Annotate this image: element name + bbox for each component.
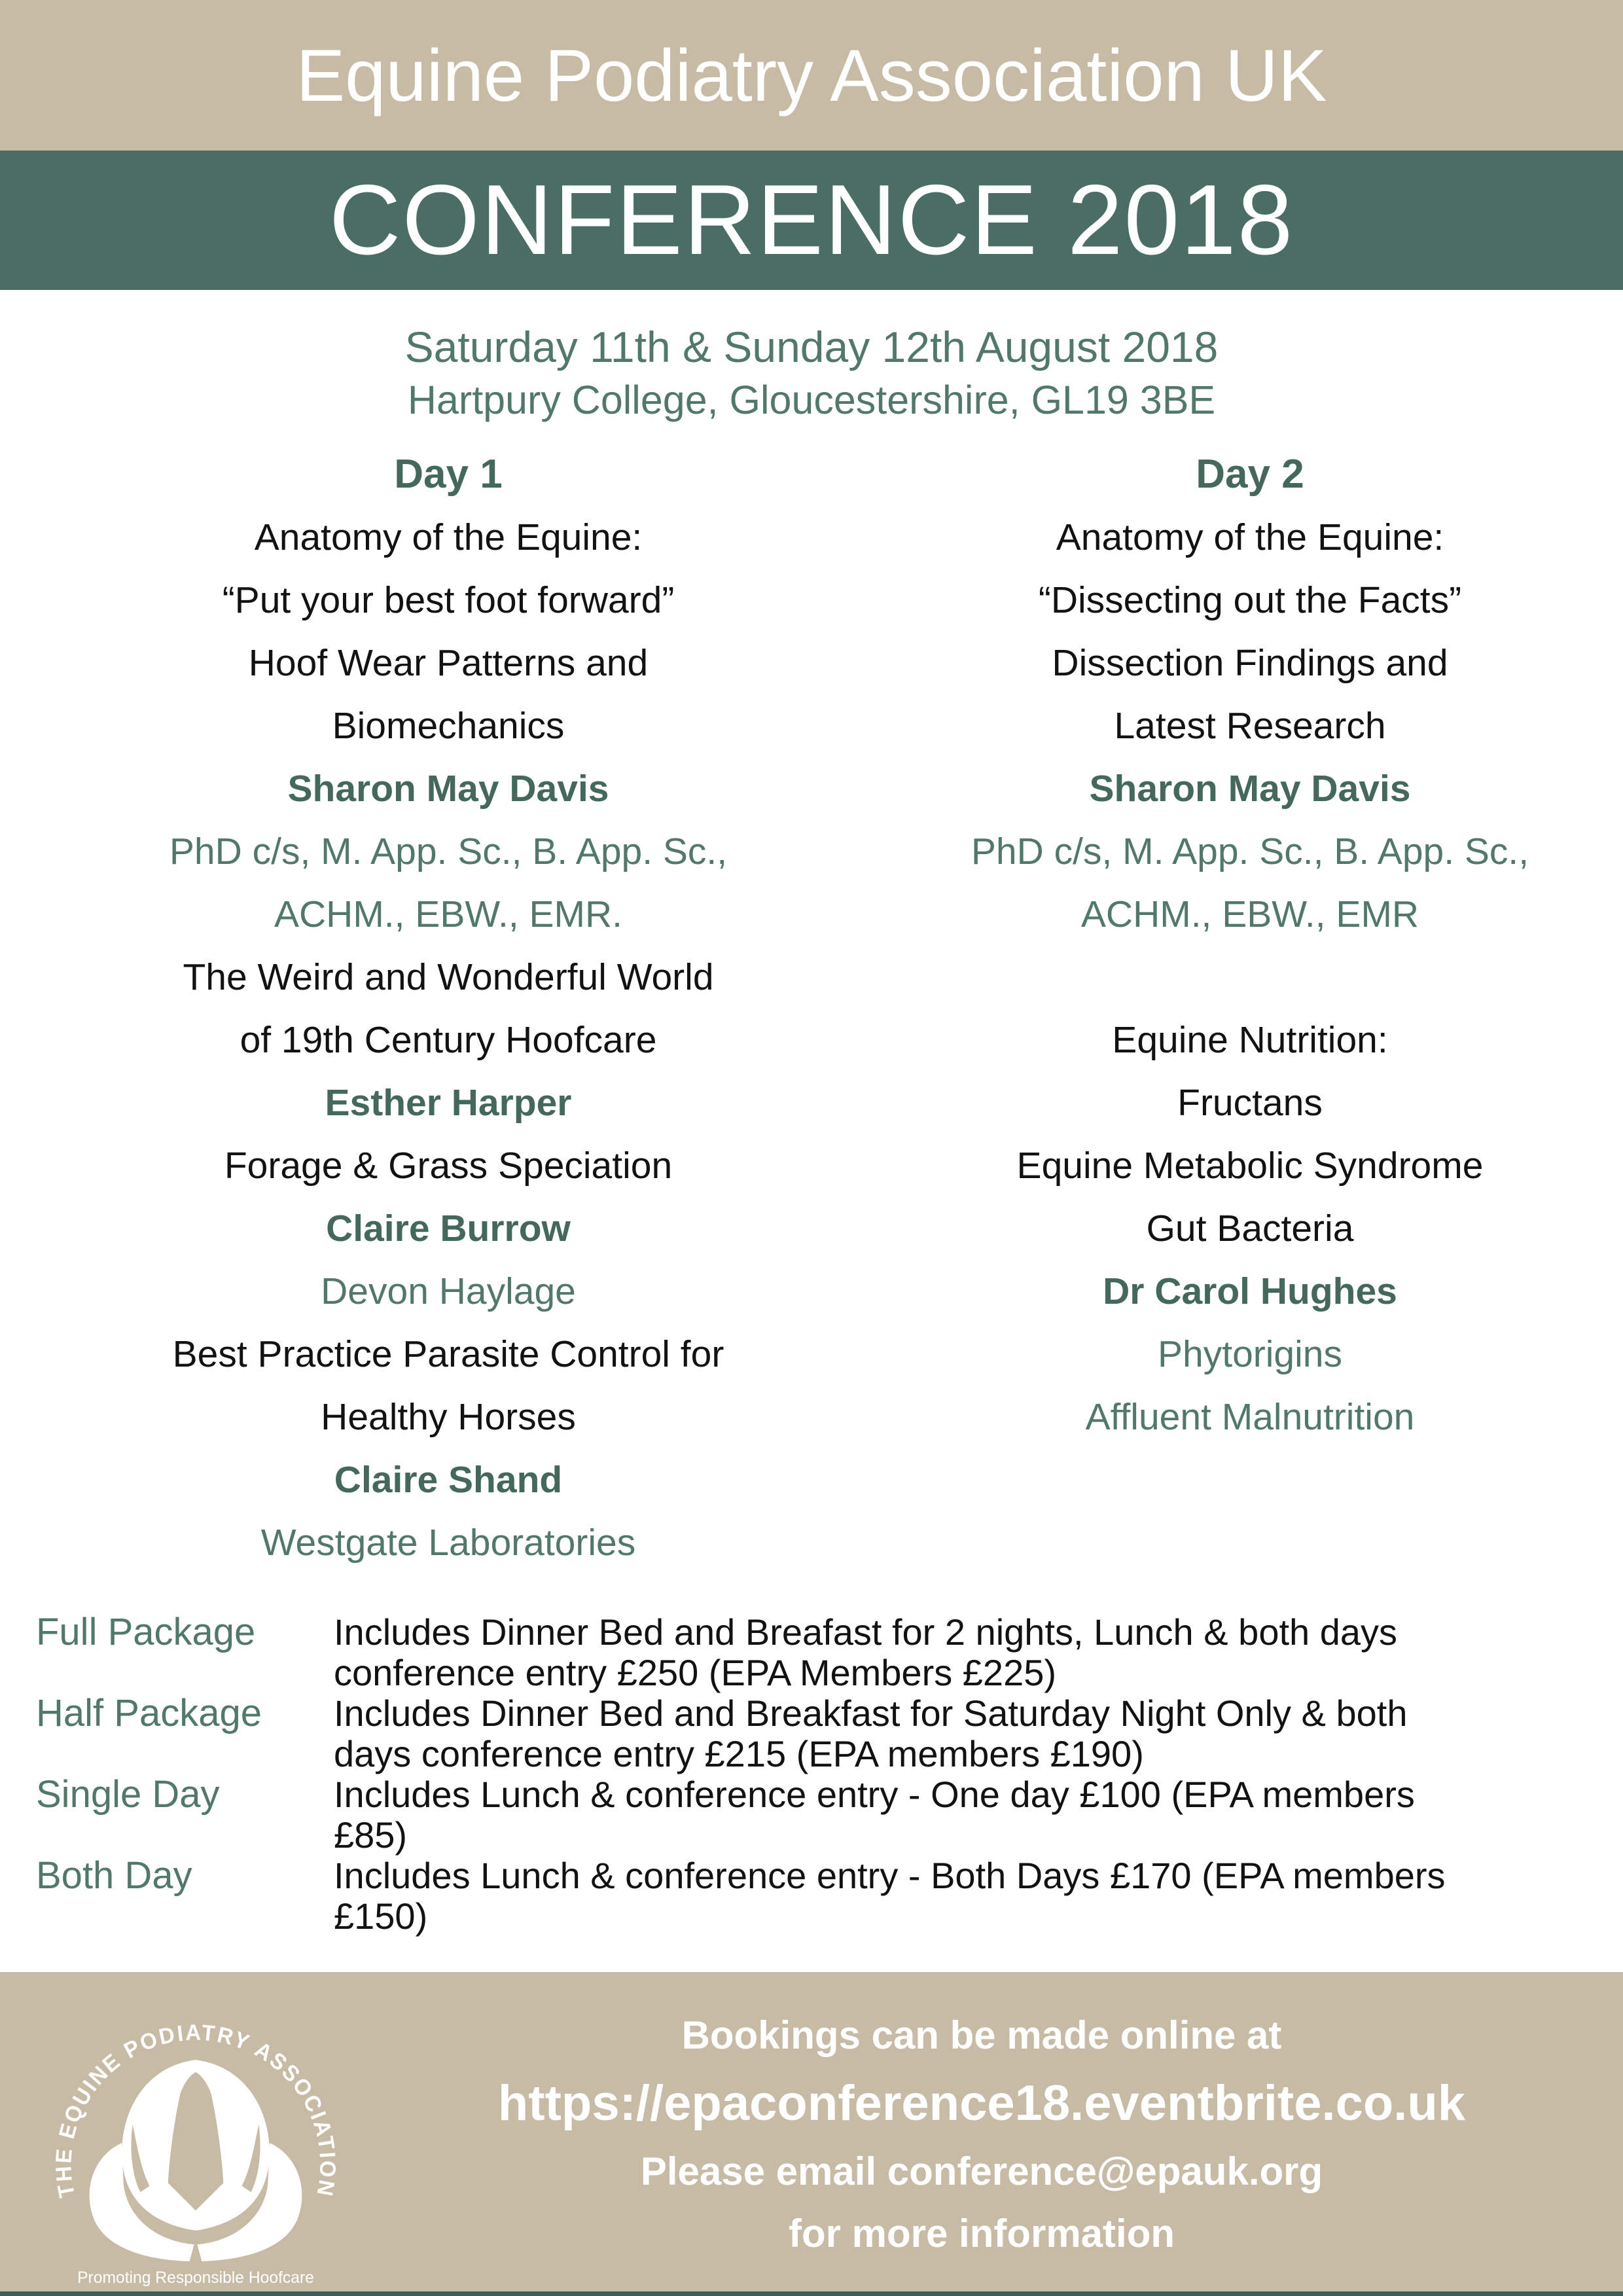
session-line: Phytorigins — [1158, 1333, 1342, 1375]
session-line: Healthy Horses — [321, 1396, 576, 1438]
footer-band — [0, 1972, 1623, 2296]
session-line: Anatomy of the Equine: — [254, 516, 643, 558]
speaker-name: Esther Harper — [325, 1082, 572, 1124]
package-label: Both Day — [36, 1854, 192, 1897]
day-title: Day 1 — [394, 452, 503, 497]
session-line: “Dissecting out the Facts” — [1038, 579, 1462, 621]
session-line: Equine Metabolic Syndrome — [1016, 1145, 1484, 1187]
day-lines — [883, 506, 1616, 1448]
logo-arc-text: THE EQUINE PODIATRY ASSOCIATION — [51, 2020, 340, 2200]
session-line: Dissection Findings and — [1052, 642, 1448, 684]
day-title: Day 2 — [1196, 452, 1304, 497]
package-row — [36, 1774, 1623, 1856]
session-line: Fructans — [1177, 1082, 1323, 1124]
booking-line: Bookings can be made online at — [681, 2013, 1282, 2057]
day-lines — [85, 506, 812, 1574]
session-line: Equine Nutrition: — [1112, 1019, 1388, 1061]
package-label: Half Package — [36, 1692, 262, 1734]
event-venue: Hartpury College, Gloucestershire, GL19 3BE — [407, 378, 1216, 422]
package-row — [36, 1612, 1623, 1693]
session-line: Westgate Laboratories — [260, 1522, 636, 1564]
session-line: The Weird and Wonderful World — [183, 956, 714, 998]
packages — [36, 1612, 1623, 1937]
schedule — [85, 443, 1623, 1574]
package-label: Full Package — [36, 1611, 256, 1653]
session-line: Forage & Grass Speciation — [224, 1145, 673, 1187]
package-description: Includes Lunch & conference entry - Both Days £170 (EPA members £150) — [334, 1855, 1446, 1937]
event-dates: Saturday 11th & Sunday 12th August 2018 — [404, 323, 1219, 371]
booking-url: https://epaconference18.eventbrite.co.uk — [497, 2075, 1466, 2131]
day1-column — [85, 443, 812, 1574]
session-line: Devon Haylage — [321, 1270, 576, 1312]
org-title: Equine Podiatry Association UK — [296, 34, 1327, 117]
info-line: for more information — [788, 2211, 1175, 2255]
footer-text — [366, 1972, 1623, 2296]
package-description: Includes Dinner Bed and Breakfast for Saturday Night Only & both days conference entry £215 (EPA members £190) — [334, 1693, 1408, 1774]
email-line: Please email conference@epauk.org — [640, 2149, 1323, 2193]
session-line: of 19th Century Hoofcare — [240, 1019, 657, 1061]
session-line: Latest Research — [1114, 705, 1386, 747]
package-row — [36, 1856, 1623, 1937]
session-line: “Put your best foot forward” — [222, 579, 675, 621]
session-line: Anatomy of the Equine: — [1056, 516, 1444, 558]
session-line: Gut Bacteria — [1146, 1208, 1354, 1249]
conference-title: CONFERENCE 2018 — [329, 164, 1294, 276]
day2-column — [883, 443, 1616, 1574]
header-band — [0, 0, 1623, 151]
speaker-name: Dr Carol Hughes — [1103, 1270, 1397, 1312]
package-label: Single Day — [36, 1773, 220, 1816]
session-line: Hoof Wear Patterns and — [248, 642, 649, 684]
hoof-icon — [90, 2060, 302, 2261]
blank-line — [883, 946, 1616, 1009]
speaker-name: Claire Shand — [334, 1459, 563, 1501]
epa-logo — [0, 1972, 366, 2296]
session-line: PhD c/s, M. App. Sc., B. App. Sc., — [169, 831, 728, 872]
session-line: Biomechanics — [332, 705, 565, 747]
logo-tagline: Promoting Responsible Hoofcare — [77, 2269, 314, 2287]
package-description: Includes Lunch & conference entry - One day £100 (EPA members £85) — [334, 1774, 1415, 1856]
session-line: Best Practice Parasite Control for — [172, 1333, 724, 1375]
speaker-name: Claire Burrow — [326, 1208, 571, 1249]
session-line: ACHM., EBW., EMR. — [274, 893, 623, 935]
speaker-name: Sharon May Davis — [1089, 768, 1411, 810]
bottom-edge-strip — [0, 2291, 1623, 2296]
conference-band — [0, 151, 1623, 290]
speaker-name: Sharon May Davis — [287, 768, 609, 810]
hoof-logo-icon — [42, 1980, 349, 2287]
package-row — [36, 1693, 1623, 1774]
session-line: ACHM., EBW., EMR — [1080, 893, 1419, 935]
session-line: PhD c/s, M. App. Sc., B. App. Sc., — [971, 831, 1529, 872]
package-description: Includes Dinner Bed and Breafast for 2 nights, Lunch & both days conference entry £250 (EPA Members £225) — [334, 1611, 1398, 1693]
session-line: Affluent Malnutrition — [1085, 1396, 1415, 1438]
